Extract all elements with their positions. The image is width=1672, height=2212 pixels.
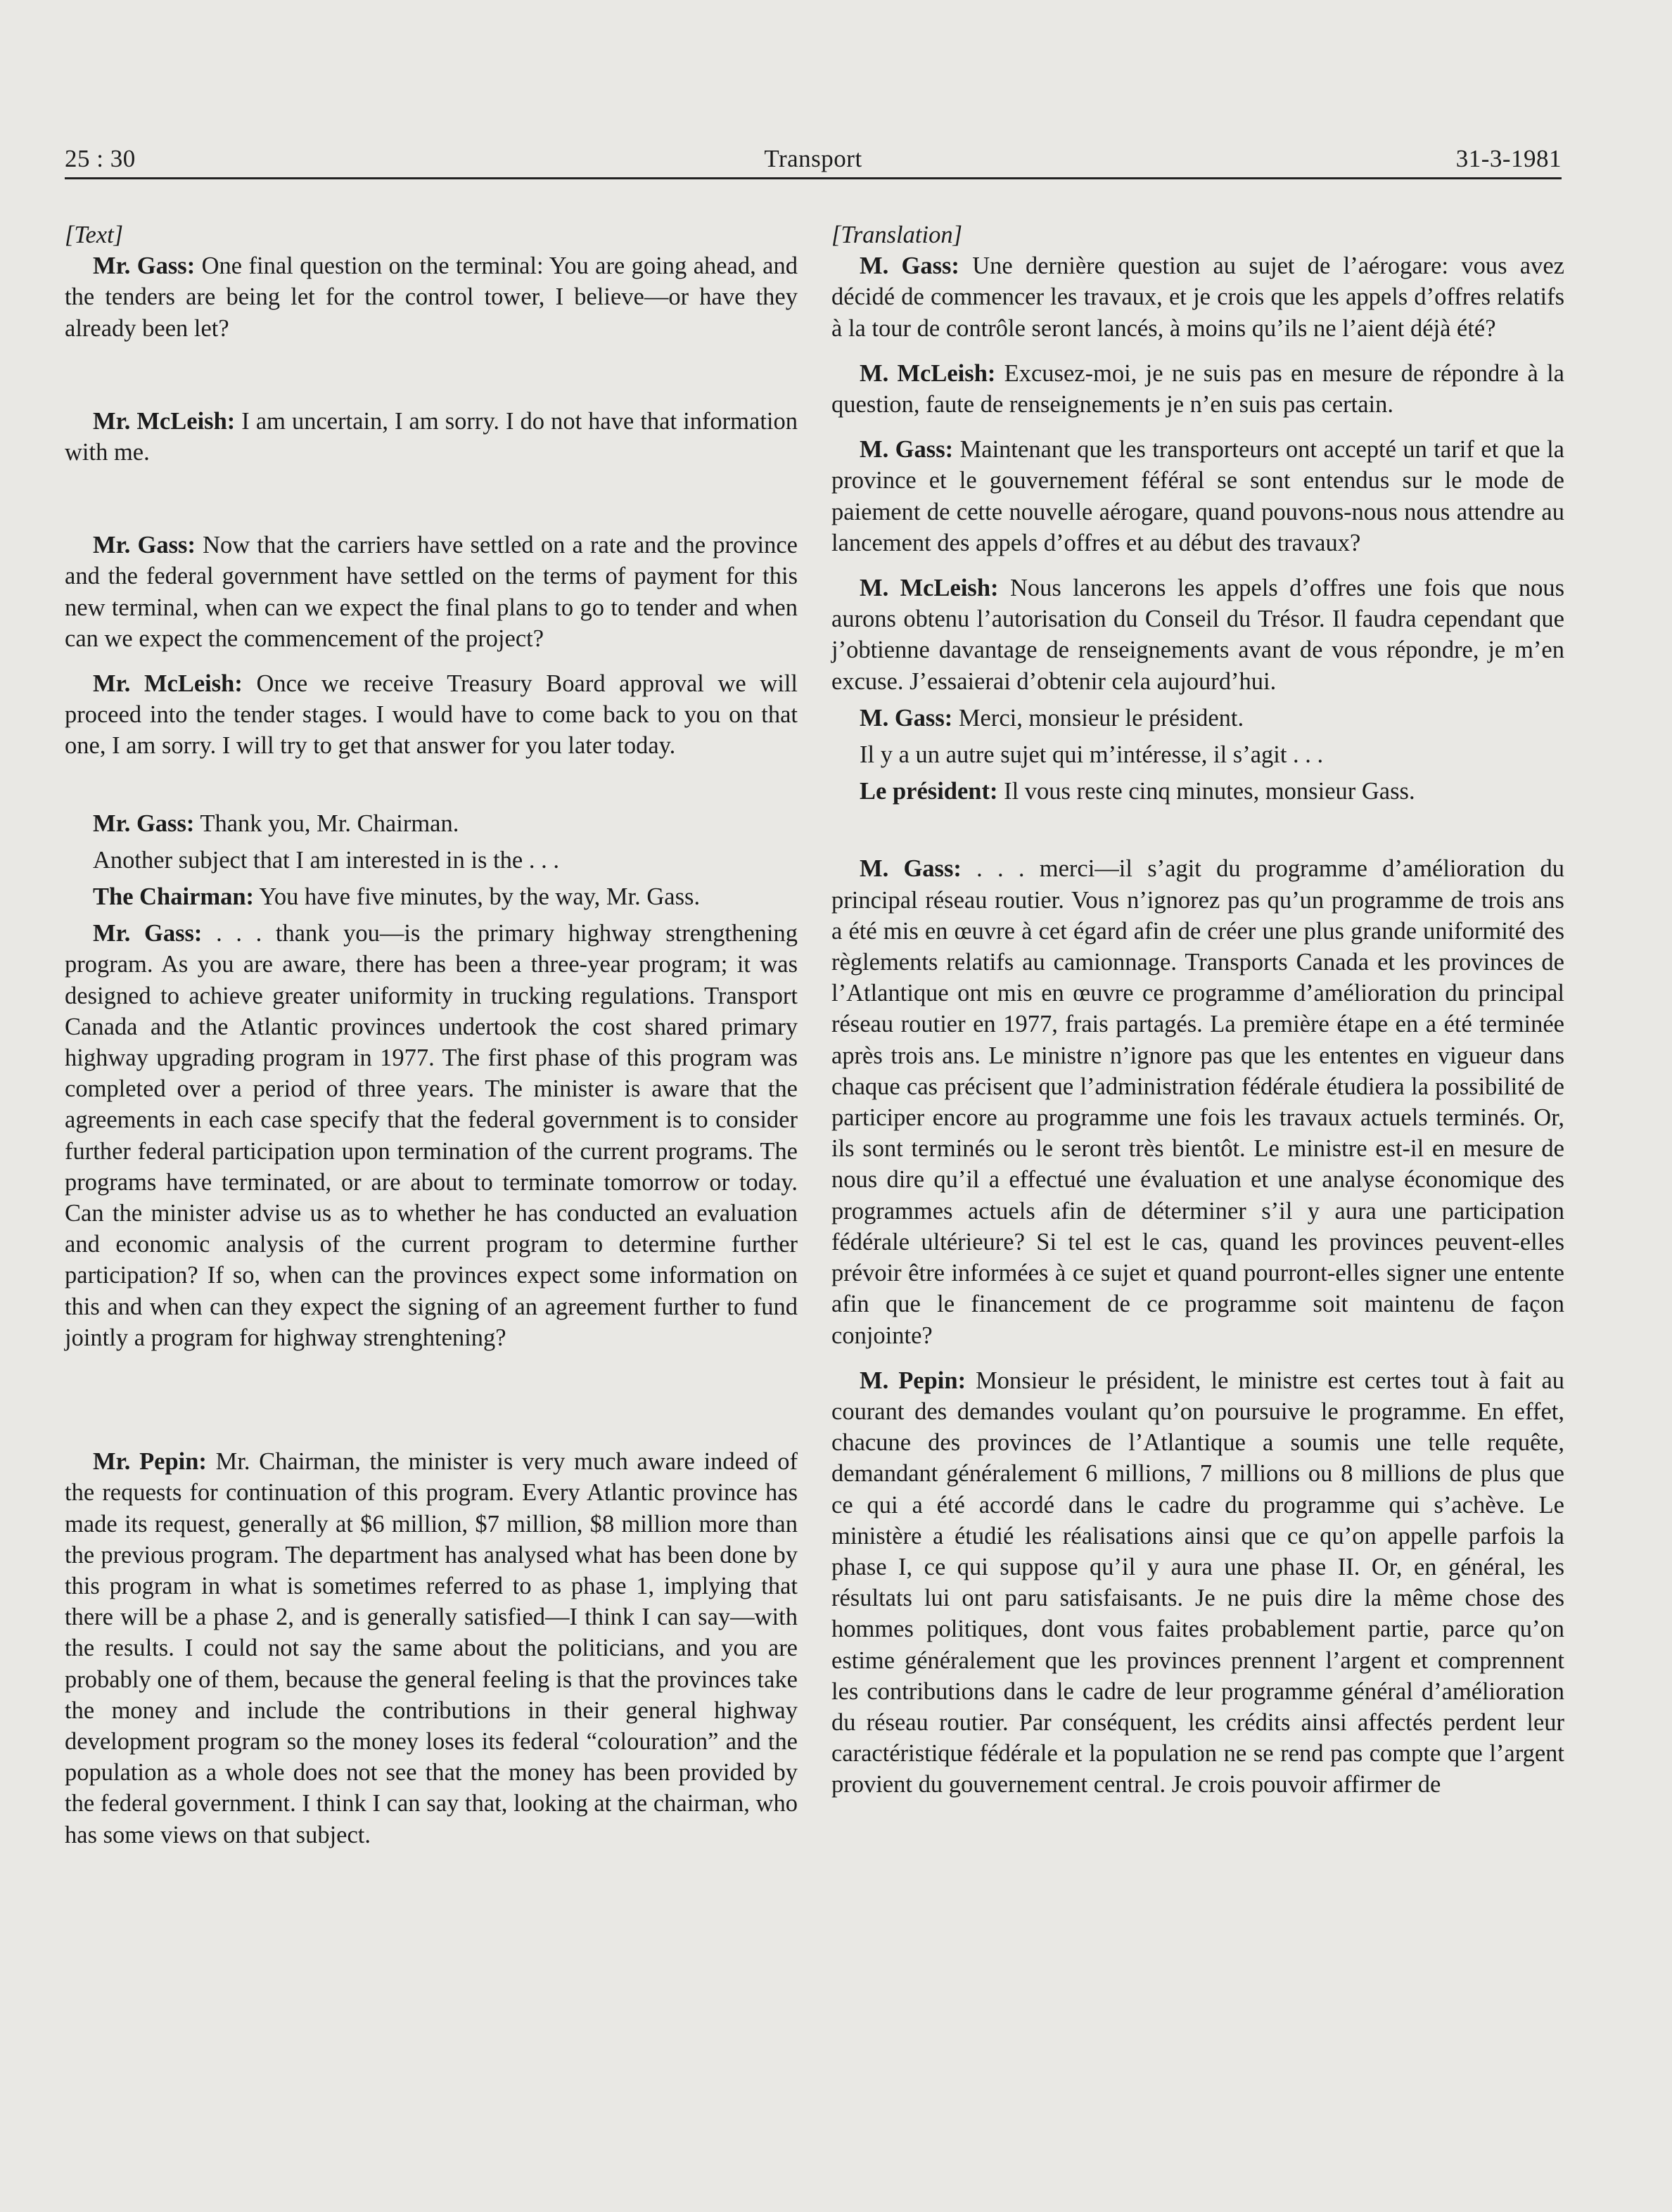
english-column (65, 219, 798, 1850)
speaker-name: M. McLeish: (860, 575, 999, 602)
paragraph-text: I am uncertain, I am sorry. I do not have that information with me. (65, 407, 798, 466)
paragraph-text: . . . merci—il s’agit du programme d’amélioration du principal réseau routier. Vous n’ignorez pas qu’un programme de trois ans a été mis en œuvre à cet égard afin de créer une plus grande uniformité des règlements relatifs au camionnage. Transports Canada et les provinces de l’Atlantique ont mis en œuvre ce programme d’amélioration du principal réseau routier en 1977, frais partagés. La première étape en a été terminée après trois ans. Le ministre n’ignore pas que les ententes en vigueur dans chaque cas précisent que l’administration fédérale étudiera la possibilité de participer encore au programme une fois les travaux actuels terminés. Or, ils sont terminés ou le seront très bientôt. Le ministre est-il en mesure de nous dire qu’il a effectué une évaluation et une analyse économique des programmes actuels afin de déterminer s’il y aura une participation fédérale ultérieure? Si tel est le cas, quand les provinces peuvent-elles prévoir être informées à ce sujet et quand pourront-elles signer une entente afin que le financement de ce programme soit maintenu de façon conjointe? (831, 855, 1564, 1349)
paragraph-text: Maintenant que les transporteurs ont accepté un tarif et que la province et le gouvernement féféral se sont entendus sur le mode de paiement de cette nouvelle aérogare, quand pouvons-nous nous attendre au lancement des appels d’offres et au début des travaux? (831, 436, 1564, 556)
paragraph-text: Nous lancerons les appels d’offres une fois que nous aurons obtenu l’autorisation du Conseil du Trésor. Il faudra cependant que j’obtienne davantage de renseignements avant de vous répondre, je m’en excuse. J’essaierai d’obtenir cela aujourd’hui. (831, 575, 1564, 695)
speaker-name: Mr. Pepin: (93, 1448, 207, 1476)
speaker-name: M. Gass: (860, 436, 954, 464)
speaker-name: Le président: (860, 778, 998, 805)
speaker-name: M. Pepin: (860, 1367, 966, 1394)
section-title: Transport (764, 145, 862, 172)
paragraph (831, 853, 1564, 1350)
speaker-name: Mr. Gass: (93, 252, 196, 280)
french-column (831, 219, 1564, 1801)
speaker-name: M. McLeish: (860, 359, 996, 387)
paragraph-text: Il y a un autre sujet qui m’intéresse, il s’agit . . . (860, 741, 1324, 769)
paragraph-text: Thank you, Mr. Chairman. (194, 810, 459, 837)
paragraph (65, 530, 798, 654)
paragraph (831, 250, 1564, 344)
paragraph (831, 703, 1564, 734)
speaker-name: Mr. McLeish: (93, 407, 236, 435)
paragraph (65, 668, 798, 762)
column-label: [Translation] (831, 222, 962, 248)
speaker-name: M. Gass: (860, 704, 953, 731)
paragraph (831, 776, 1564, 807)
page-date: 31-3-1981 (1455, 145, 1562, 172)
column-label: [Text] (65, 222, 124, 248)
paragraph (65, 250, 798, 344)
paragraph-text: Il vous reste cinq minutes, monsieur Gass. (997, 778, 1415, 805)
paragraph-text: . . . thank you—is the primary highway strengthening program. As you are aware, there has been a three-year program; it was designed to achieve greater uniformity in trucking regulations. Transport Canada and the Atlantic provinces undertook the cost shared primary highway upgrading program in 1977. The first phase of this program was completed over a period of three years. The minister is aware that the agreements in each case specify that the federal government is to consider further federal participation upon termination of the current programs. The programs have terminated, or are about to terminate tomorrow or today. Can the minister advise us as to whether he has conducted an evaluation and economic analysis of the current program to determine further participation? If so, when can the provinces expect some information on this and when can they expect the signing of an agreement further to fund jointly a program for highway strenghtening? (65, 920, 798, 1351)
paragraph (831, 358, 1564, 420)
paragraph (831, 434, 1564, 558)
paragraph (65, 808, 798, 839)
paragraph (65, 1446, 798, 1850)
paragraph-text: One final question on the terminal: You are going ahead, and the tenders are being let for the control tower, I believe—or have they already been let? (65, 252, 798, 342)
speaker-name: Mr. Gass: (93, 532, 196, 559)
paragraph-text: Merci, monsieur le président. (952, 704, 1244, 731)
paragraph-text: Once we receive Treasury Board approval we will proceed into the tender stages. I would have to come back to you on that one, I am sorry. I will try to get that answer for you later today. (65, 670, 798, 760)
paragraph (65, 845, 798, 876)
paragraph (65, 881, 798, 912)
paragraph-text: Une dernière question au sujet de l’aérogare: vous avez décidé de commencer les travaux, et je crois que les appels d’offres relatifs à la tour de contrôle seront lancés, à moins qu’ils ne l’aient déjà été? (831, 252, 1564, 342)
speaker-name: M. Gass: (860, 855, 962, 883)
paragraph-text: You have five minutes, by the way, Mr. Gass. (254, 883, 701, 911)
speaker-name: Mr. Gass: (93, 920, 203, 947)
speaker-name: Mr. McLeish: (93, 670, 243, 698)
paragraph-text: Now that the carriers have settled on a rate and the province and the federal government have settled on the terms of payment for this new terminal, when can we expect the final plans to go to tender and when can we expect the commencement of the project? (65, 532, 798, 652)
speaker-name: The Chairman: (93, 883, 255, 911)
paragraph-text: Another subject that I am interested in is the . . . (93, 846, 559, 874)
page-number: 25 : 30 (65, 145, 136, 172)
paragraph (831, 739, 1564, 770)
paragraph (831, 1365, 1564, 1801)
paragraph (65, 406, 798, 468)
speaker-name: M. Gass: (860, 252, 959, 280)
speaker-name: Mr. Gass: (93, 810, 195, 837)
paragraph-text: Mr. Chairman, the minister is very much aware indeed of the requests for continuation of this program. Every Atlantic province has made its request, generally at $6 million, $7 million, $8 million more than the previous program. The department has analysed what has been done by this program in what is sometimes referred to as phase 1, implying that there will be a phase 2, and is generally satisfied—I think I can say—with the results. I could not say the same about the politicians, and you are probably one of them, because the general feeling is that the provinces take the money and include the contributions in their general highway development program so the money loses its federal “colouration” and the population as a whole does not see that the money has been provided by the federal government. I think I can say that, looking at the chairman, who has some views on that subject. (65, 1448, 798, 1848)
paragraph-text: Excusez-moi, je ne suis pas en mesure de répondre à la question, faute de renseignements je n’en suis pas certain. (831, 359, 1564, 418)
page-header (65, 141, 1562, 179)
paragraph (65, 918, 798, 1353)
paragraph (831, 573, 1564, 697)
paragraph-text: Monsieur le président, le ministre est certes tout à fait au courant des demandes voulant qu’on poursuive le programme. En effet, chacune des provinces de l’Atlantique a soumis une telle requête, demandant généralement 6 millions, 7 millions ou 8 millions de plus que ce qui a été accordé dans le cadre du programme qui s’achève. Le ministère a étudié les réalisations ainsi que ce qu’on appelle parfois la phase I, ce qui suppose qu’il y aura une phase II. Or, en général, les résultats lui ont paru satisfaisants. Je ne puis dire la même chose des hommes politiques, dont vous faites probablement partie, parce qu’on estime généralement que les provinces prennent l’argent et comprennent les contributions dans le cadre de leur programme général d’amélioration du réseau routier. Par conséquent, les crédits ainsi affectés perdent leur caractéristique fédérale et la population ne se rend pas compte que l’argent provient du gouvernement central. Je crois pouvoir affirmer de (831, 1367, 1565, 1798)
